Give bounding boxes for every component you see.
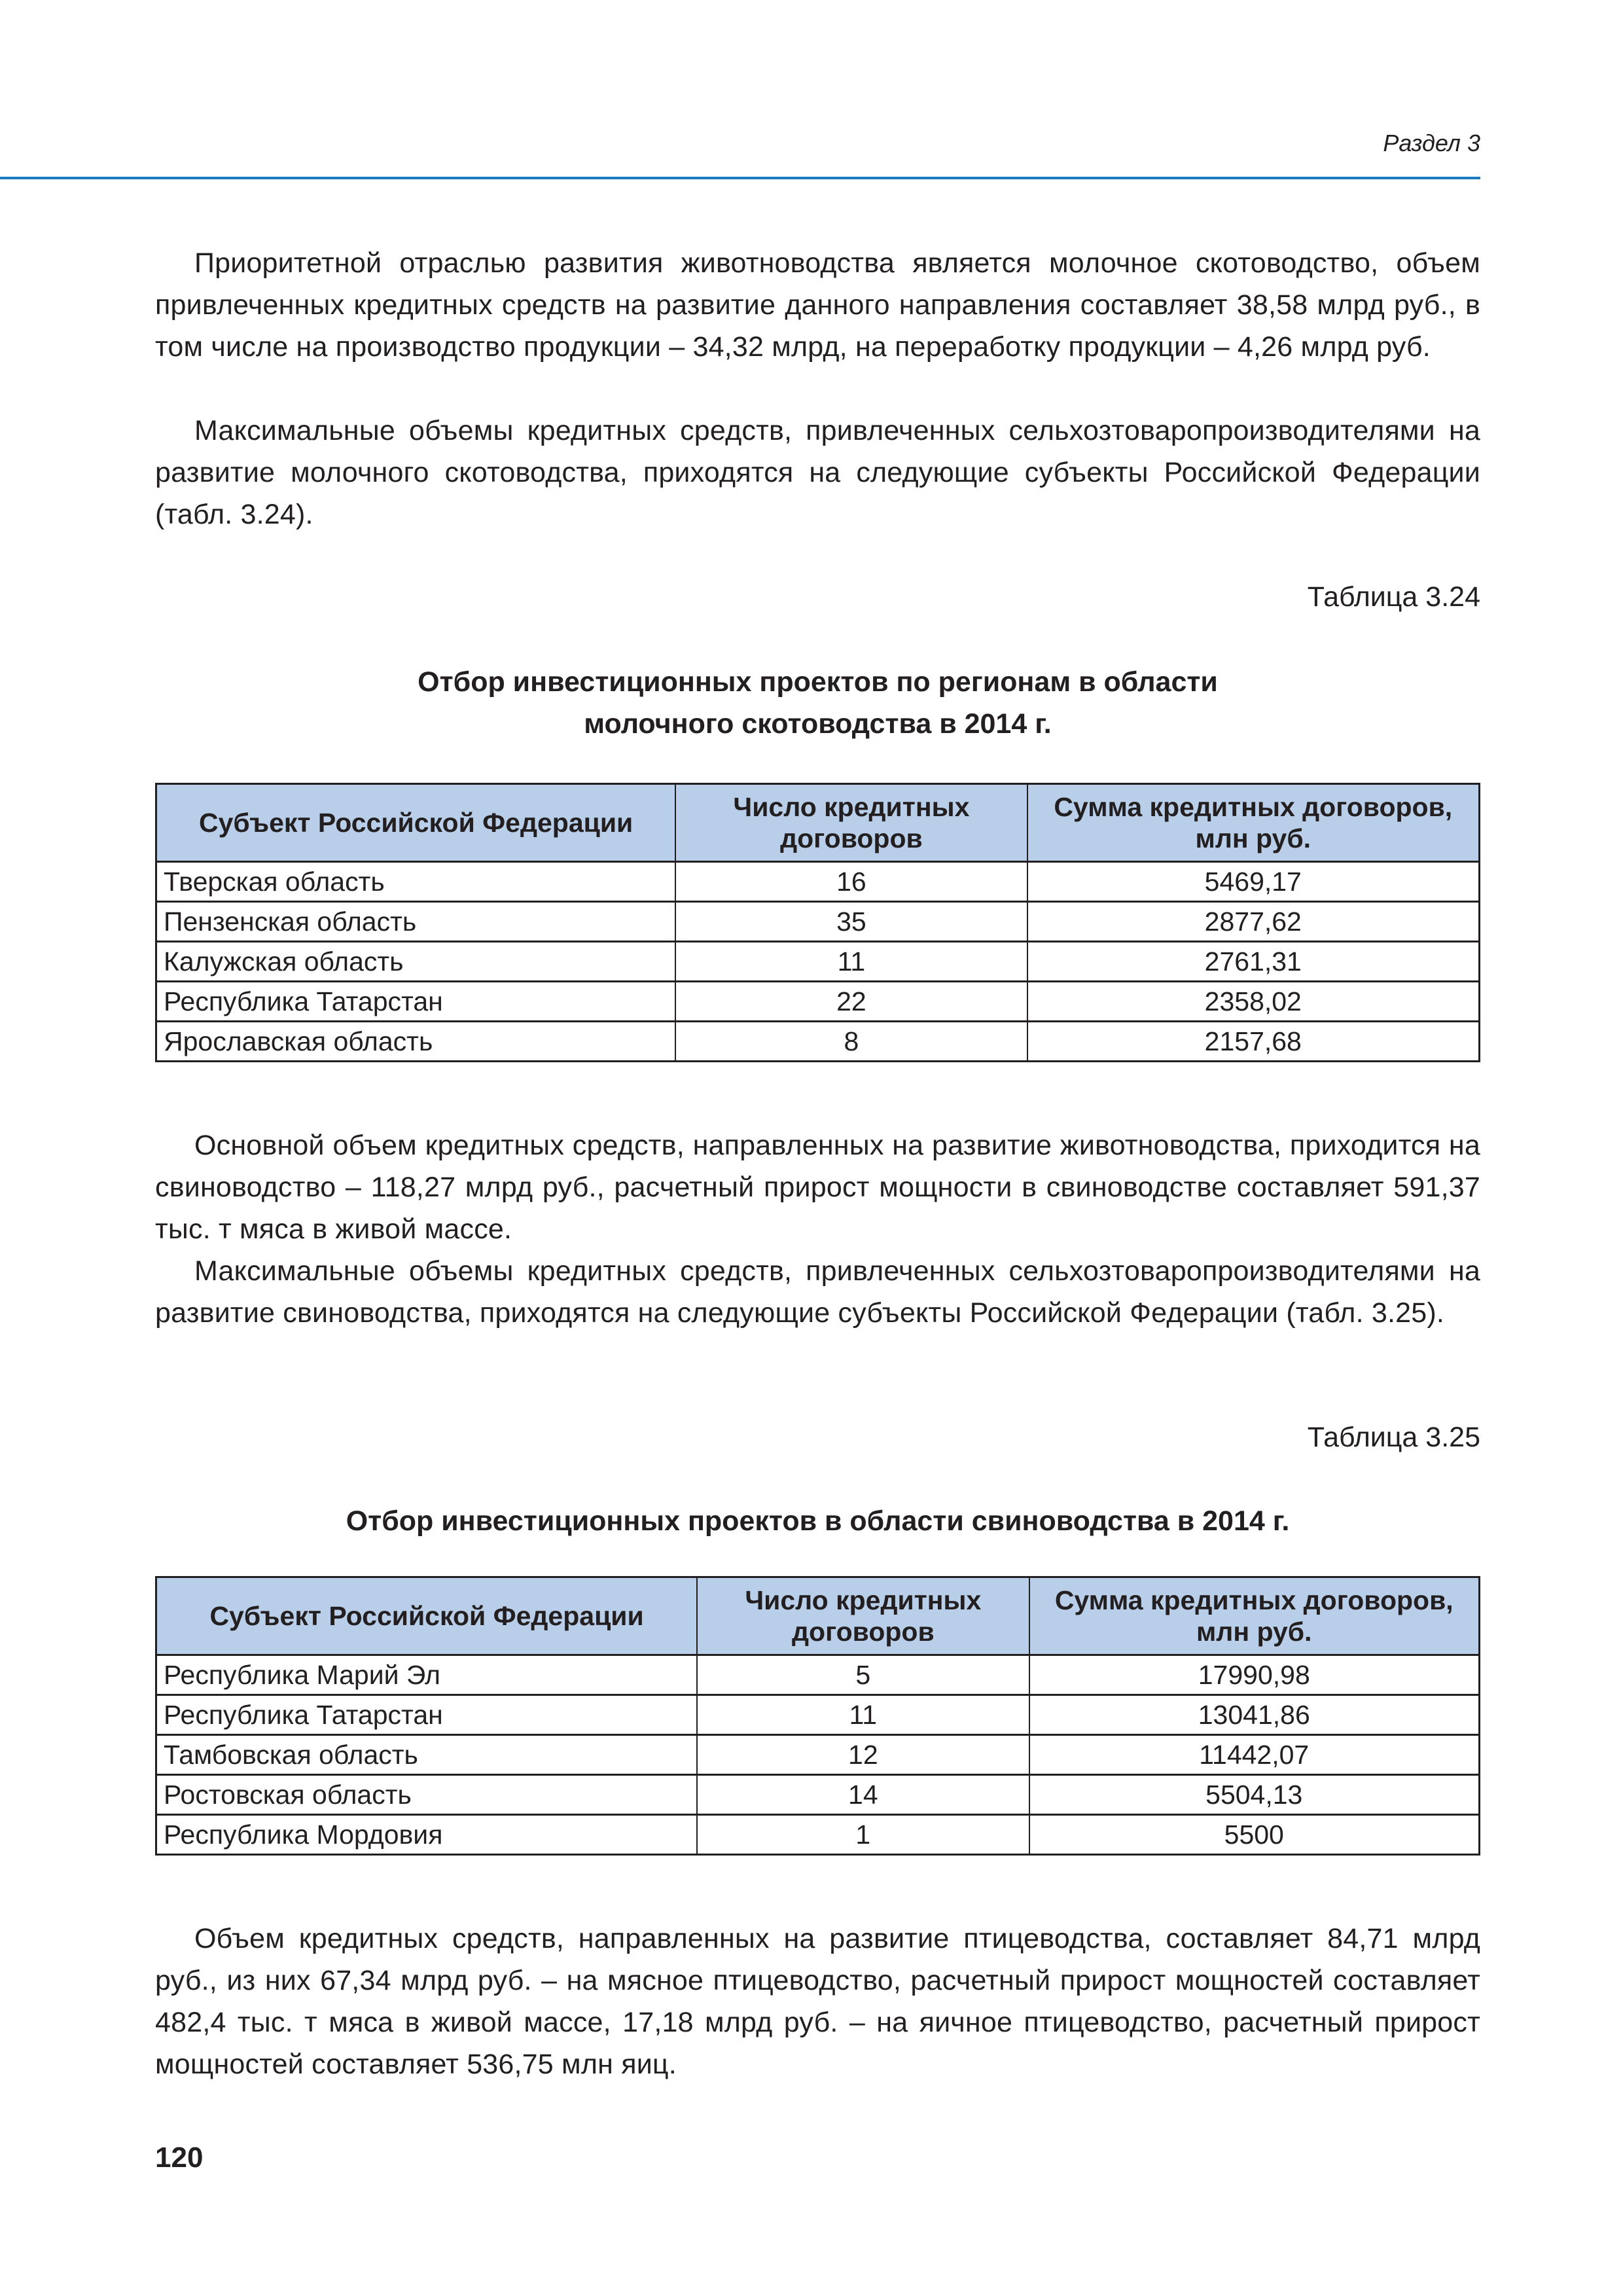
cell-sum: 5504,13 xyxy=(1029,1775,1480,1815)
header-rule xyxy=(0,177,1480,179)
table-row xyxy=(156,1815,1480,1855)
table-3-25-label: Таблица 3.25 xyxy=(1307,1422,1480,1453)
paragraph-dairy-regions: Максимальные объемы кредитных средств, привлеченных сельхозтоваропроизводителями на развитие молочного скотоводства, приходятся на следующие субъекты Российской Федерации (табл. 3.24). xyxy=(155,415,1480,530)
cell-sum: 13041,86 xyxy=(1029,1695,1480,1735)
paragraph-pig-regions: Максимальные объемы кредитных средств, привлеченных сельхозтоваропроизводителями на развитие свиноводства, приходятся на следующие субъекты Российской Федерации (табл. 3.25). xyxy=(155,1255,1480,1329)
column-header-count: Число кредитных договоров xyxy=(697,1577,1029,1655)
cell-sum: 2761,31 xyxy=(1027,942,1480,982)
column-header-region: Субъект Российской Федерации xyxy=(156,784,676,862)
cell-count: 8 xyxy=(675,1022,1027,1062)
paragraph-dairy-intro: Приоритетной отраслью развития животноводства является молочное скотоводство, объем привлеченных кредитных средств на развитие данного направления составляет 38,58 млрд руб., в том числе на производство продукции – 34,32 млрд, на переработку продукции – 4,26 млрд руб. xyxy=(155,247,1480,363)
cell-count: 16 xyxy=(675,862,1027,902)
table-row xyxy=(156,1695,1480,1735)
table-row xyxy=(156,982,1480,1022)
cell-sum: 17990,98 xyxy=(1029,1655,1480,1695)
table-header-row xyxy=(156,784,1480,862)
table-row xyxy=(156,1655,1480,1695)
cell-region: Пензенская область xyxy=(156,902,676,942)
cell-sum: 2358,02 xyxy=(1027,982,1480,1022)
cell-sum: 11442,07 xyxy=(1029,1735,1480,1775)
table-3-24-title xyxy=(155,661,1480,745)
cell-count: 12 xyxy=(697,1735,1029,1775)
cell-sum: 2157,68 xyxy=(1027,1022,1480,1062)
cell-region: Ростовская область xyxy=(156,1775,698,1815)
cell-region: Республика Татарстан xyxy=(156,1695,698,1735)
table-header-row xyxy=(156,1577,1480,1655)
cell-sum: 2877,62 xyxy=(1027,902,1480,942)
table-row xyxy=(156,1775,1480,1815)
cell-count: 1 xyxy=(697,1815,1029,1855)
cell-count: 11 xyxy=(697,1695,1029,1735)
cell-count: 14 xyxy=(697,1775,1029,1815)
running-head: Раздел 3 xyxy=(1383,130,1480,156)
table-row xyxy=(156,862,1480,902)
page-number: 120 xyxy=(155,2142,204,2174)
cell-sum: 5500 xyxy=(1029,1815,1480,1855)
paragraph-pig-intro: Основной объем кредитных средств, направленных на развитие животноводства, приходится на свиноводство – 118,27 млрд руб., расчетный прирост мощности в свиноводстве составляет 591,37 тыс. т мяса в живой массе. xyxy=(155,1130,1480,1245)
cell-sum: 5469,17 xyxy=(1027,862,1480,902)
cell-count: 22 xyxy=(675,982,1027,1022)
cell-region: Республика Мордовия xyxy=(156,1815,698,1855)
column-header-sum: Сумма кредитных договоров, млн руб. xyxy=(1029,1577,1480,1655)
column-header-count: Число кредитных договоров xyxy=(675,784,1027,862)
column-header-region: Субъект Российской Федерации xyxy=(156,1577,698,1655)
table-3-24-title-line1: Отбор инвестиционных проектов по регионам в области xyxy=(418,666,1218,698)
cell-count: 35 xyxy=(675,902,1027,942)
table-3-24-title-line2: молочного скотоводства в 2014 г. xyxy=(584,708,1052,740)
table-3-25-title: Отбор инвестиционных проектов в области свиноводства в 2014 г. xyxy=(346,1505,1290,1537)
column-header-sum: Сумма кредитных договоров, млн руб. xyxy=(1027,784,1480,862)
cell-region: Тверская область xyxy=(156,862,676,902)
table-3-24-label: Таблица 3.24 xyxy=(1307,581,1480,613)
table-row xyxy=(156,902,1480,942)
cell-count: 5 xyxy=(697,1655,1029,1695)
cell-count: 11 xyxy=(675,942,1027,982)
table-row xyxy=(156,1735,1480,1775)
cell-region: Тамбовская область xyxy=(156,1735,698,1775)
table-row xyxy=(156,942,1480,982)
cell-region: Республика Марий Эл xyxy=(156,1655,698,1695)
paragraph-poultry: Объем кредитных средств, направленных на развитие птицеводства, составляет 84,71 млрд руб., из них 67,34 млрд руб. – на мясное птицеводство, расчетный прирост мощностей составляет 482,4 тыс. т мяса в живой массе, 17,18 млрд руб. – на яичное птицеводство, расчетный прирост мощностей составляет 536,75 млн яиц. xyxy=(155,1923,1480,2080)
table-row xyxy=(156,1022,1480,1062)
cell-region: Республика Татарстан xyxy=(156,982,676,1022)
cell-region: Ярославская область xyxy=(156,1022,676,1062)
table-3-24 xyxy=(155,783,1480,1062)
table-3-25 xyxy=(155,1576,1480,1856)
cell-region: Калужская область xyxy=(156,942,676,982)
